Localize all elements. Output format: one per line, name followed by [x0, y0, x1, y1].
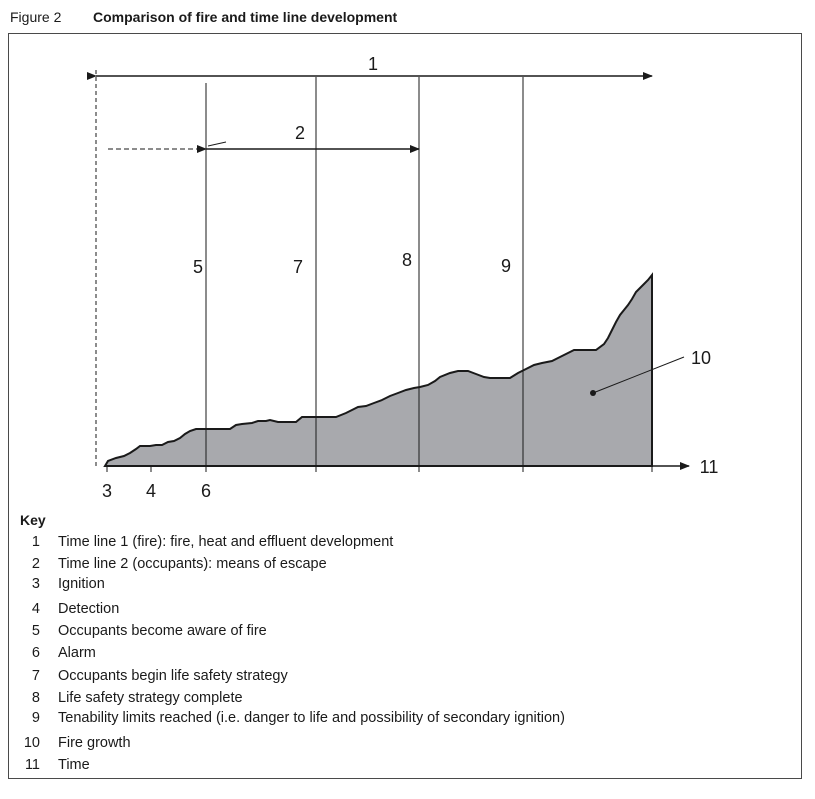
key-item-text: Tenability limits reached (i.e. danger to life and possibility of secondary ignition): [58, 710, 565, 726]
key-item-text: Occupants become aware of fire: [58, 623, 267, 639]
key-item-number: 1: [31, 534, 40, 550]
fire-growth-leader-dot: [590, 390, 596, 396]
key-item-text: Time line 1 (fire): fire, heat and effluent development: [58, 534, 394, 550]
timeline-2-tick: [208, 142, 226, 146]
key-item: [20, 734, 131, 752]
label-9: 9: [500, 256, 512, 276]
key-item-text: Fire growth: [58, 735, 131, 751]
key-item: [20, 600, 120, 618]
key-title: Key: [20, 512, 46, 528]
key-item-text: Time: [58, 757, 90, 773]
key-item: [20, 756, 90, 774]
key-item: [20, 622, 267, 640]
figure-number: Figure 2: [10, 9, 62, 25]
key-item: [20, 644, 96, 662]
key-item-number: 11: [24, 757, 40, 773]
label-2: 2: [294, 123, 306, 143]
key-item-number: 8: [31, 690, 40, 706]
label-7: 7: [292, 257, 304, 277]
key-item-number: 7: [31, 668, 40, 684]
figure-title: Comparison of fire and time line development: [93, 9, 398, 25]
key-item-number: 5: [31, 623, 40, 639]
label-8: 8: [401, 250, 413, 270]
label-6: 6: [200, 481, 212, 501]
key-item: [20, 575, 105, 593]
label-1: 1: [367, 54, 379, 74]
key-item-text: Detection: [58, 601, 120, 617]
key-item: [20, 533, 394, 551]
label-4: 4: [145, 481, 157, 501]
fire-growth-area: [105, 275, 652, 466]
key-item-number: 2: [31, 556, 40, 572]
key-item: [20, 689, 243, 707]
key-item-text: Occupants begin life safety strategy: [58, 668, 288, 684]
key-item: [20, 555, 327, 573]
key-item-text: Life safety strategy complete: [58, 690, 243, 706]
label-3: 3: [101, 481, 113, 501]
key-item-text: Time line 2 (occupants): means of escape: [58, 556, 327, 572]
key-item-text: Ignition: [58, 576, 105, 592]
label-11: 11: [699, 457, 719, 477]
key-item-number: 9: [31, 710, 40, 726]
key-item-number: 10: [23, 735, 40, 751]
key-item: [20, 667, 288, 685]
label-10: 10: [690, 348, 712, 368]
key-item-number: 4: [31, 601, 40, 617]
key-item: [20, 709, 565, 727]
key-item-text: Alarm: [58, 645, 96, 661]
key-item-number: 3: [31, 576, 40, 592]
key-item-number: 6: [31, 645, 40, 661]
label-5: 5: [192, 257, 204, 277]
